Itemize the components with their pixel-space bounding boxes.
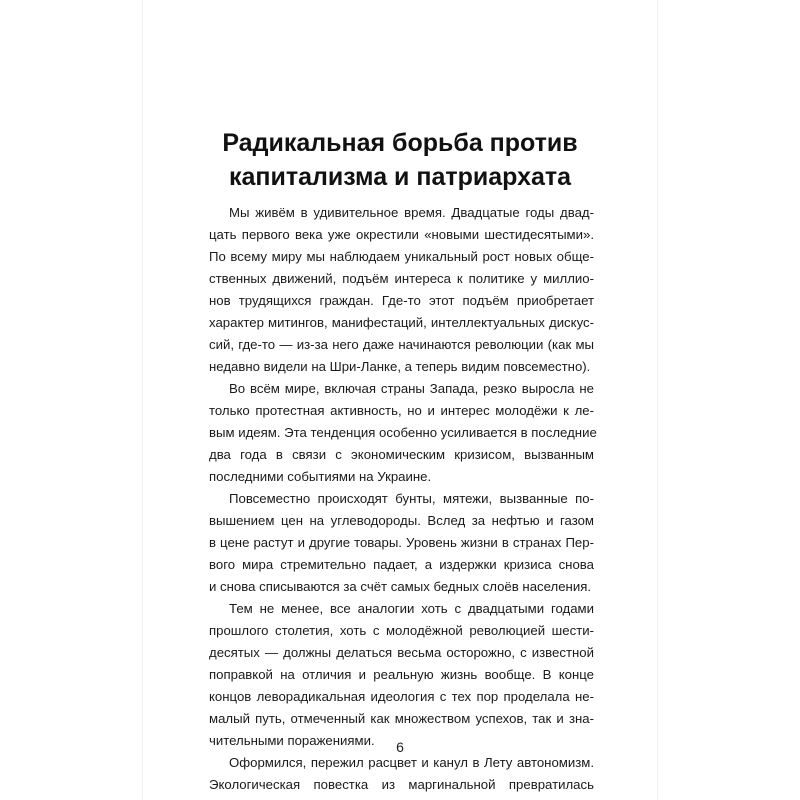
- paragraph: [209, 378, 597, 488]
- paragraph-line: Мы живём в удивительное время. Двадцатые годы двад-: [229, 205, 594, 220]
- paragraph-line: десятых — должны делаться весьма осторожно, с известной: [209, 645, 594, 660]
- paragraph-line: цать первого века уже окрестили «новыми шестидесятыми».: [209, 227, 594, 242]
- paragraph-line: нов трудящихся граждан. Где-то этот подъём приобретает: [209, 293, 594, 308]
- paragraph-line: сий, где-то — из-за него даже начинаются революции (как мы: [209, 337, 594, 352]
- paragraph-line: вым идеям. Эта тенденция особенно усиливается в последние: [209, 425, 597, 440]
- paragraph-line: Экологическая повестка из маргинальной превратилась: [209, 777, 594, 792]
- paragraph-line: концов леворадикальная идеология с тех пор проделала не-: [209, 689, 594, 704]
- paragraph-line: По всему миру мы наблюдаем уникальный рост новых обще-: [209, 249, 594, 264]
- page-number: 6: [396, 739, 404, 755]
- paragraph-line: Оформился, пережил расцвет и канул в Лету автономизм.: [229, 755, 594, 770]
- paragraph-line: Во всём мире, включая страны Запада, резко выросла не: [229, 381, 594, 396]
- paragraph-line: два года в связи с экономическим кризисом, вызванным: [209, 447, 594, 462]
- paragraph-line: характер митингов, манифестаций, интеллектуальных дискус-: [209, 315, 594, 330]
- paragraph-line: поправкой на отличия и реальную жизнь вообще. В конце: [209, 667, 594, 682]
- paragraph-line: и снова списываются за счёт самых бедных слоёв населения.: [209, 579, 592, 594]
- paragraph-line: Повсеместно происходят бунты, мятежи, вызванные по-: [229, 491, 594, 506]
- paragraph: [209, 598, 594, 752]
- book-page: [143, 0, 657, 800]
- paragraph: [209, 488, 594, 598]
- paragraph-line: ственных движений, подъём интереса к политике у миллио-: [209, 271, 594, 286]
- paragraph-line: малый путь, отмеченный как множеством успехов, так и зна-: [209, 711, 594, 726]
- paragraph-line: последними событиями на Украине.: [209, 469, 432, 484]
- paragraph-line: прошлого столетия, хоть с молодёжной революцией шести-: [209, 623, 594, 638]
- paragraph-line: в цене растут и другие товары. Уровень жизни в странах Пер-: [209, 535, 594, 550]
- paragraph-line: вышением цен на углеводороды. Вслед за нефтью и газом: [209, 513, 594, 528]
- paragraph-line: чительными поражениями.: [209, 733, 375, 748]
- chapter-title-line: Радикальная борьба против: [222, 129, 578, 157]
- chapter-title: [143, 126, 657, 194]
- paragraph-line: Тем не менее, все аналогии хоть с двадцатыми годами: [229, 601, 594, 616]
- paragraph-line: только протестная активность, но и интерес молодёжи к ле-: [209, 403, 594, 418]
- paragraph-line: недавно видели на Шри-Ланке, а теперь видим повсеместно).: [209, 359, 591, 374]
- paragraph-line: вого мира стремительно падает, а издержки кризиса снова: [209, 557, 594, 572]
- chapter-title-line: капитализма и патриархата: [228, 163, 572, 191]
- paragraph: [209, 202, 594, 378]
- body-text: [209, 202, 597, 796]
- paragraph: [209, 752, 594, 796]
